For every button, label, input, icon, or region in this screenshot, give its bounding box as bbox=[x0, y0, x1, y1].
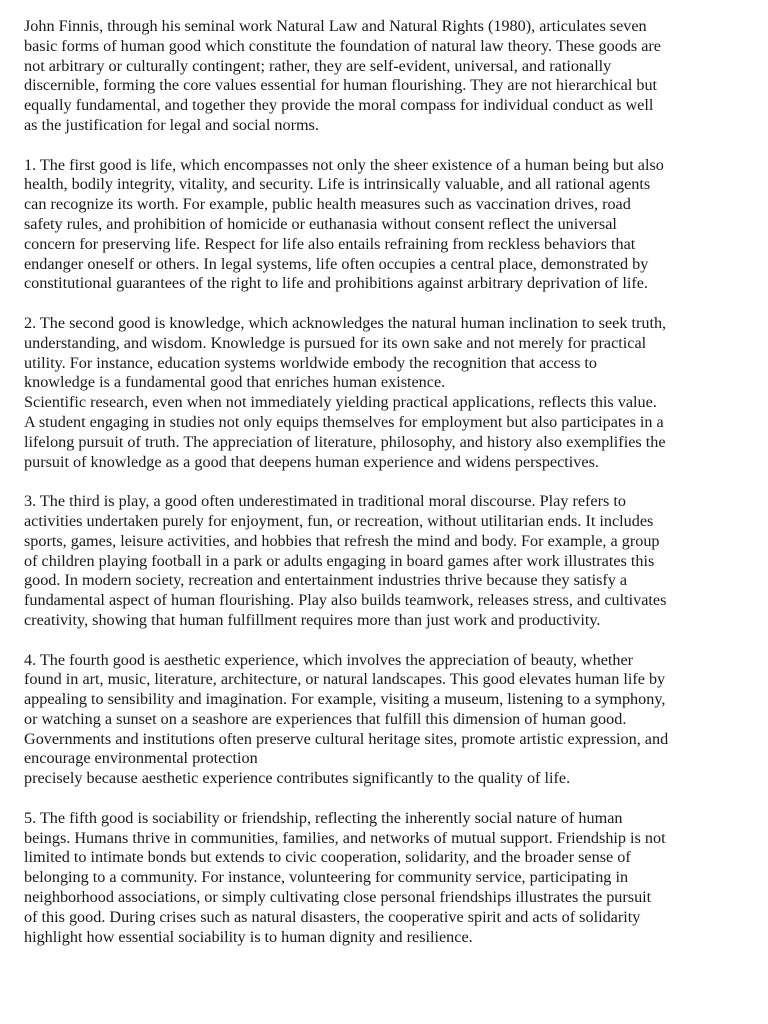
text-line: 4. The fourth good is aesthetic experience, which involves the appreciation of beauty, whether bbox=[24, 650, 634, 669]
paragraph-knowledge bbox=[24, 314, 754, 472]
text-line: 2. The second good is knowledge, which acknowledges the natural human inclination to seek truth, bbox=[24, 313, 667, 332]
text-line: or watching a sunset on a seashore are experiences that fulfill this dimension of human good. bbox=[24, 709, 627, 728]
text-line: lifelong pursuit of truth. The appreciation of literature, philosophy, and history also exemplifies the bbox=[24, 432, 666, 451]
text-line: 1. The first good is life, which encompasses not only the sheer existence of a human being but also bbox=[24, 155, 664, 174]
text-line: pursuit of knowledge as a good that deepens human experience and widens perspectives. bbox=[24, 452, 599, 471]
paragraph-play bbox=[24, 492, 754, 631]
text-line: as the justification for legal and social norms. bbox=[24, 115, 319, 134]
text-line: health, bodily integrity, vitality, and security. Life is intrinsically valuable, and all rational agents bbox=[24, 175, 651, 194]
paragraph-intro bbox=[24, 17, 754, 136]
text-line: of children playing football in a park or adults engaging in board games after work illustrates this bbox=[24, 551, 655, 570]
text-line: understanding, and wisdom. Knowledge is pursued for its own sake and not merely for practical bbox=[24, 333, 647, 352]
paragraph-sociability bbox=[24, 809, 754, 948]
text-line: fundamental aspect of human flourishing. Play also builds teamwork, releases stress, and cultivates bbox=[24, 591, 667, 610]
text-line: A student engaging in studies not only equips themselves for employment but also participates in a bbox=[24, 412, 664, 431]
text-line: highlight how essential sociability is to human dignity and resilience. bbox=[24, 927, 473, 946]
text-line: not arbitrary or culturally contingent; rather, they are self-evident, universal, and rationally bbox=[24, 56, 612, 75]
paragraph-life bbox=[24, 156, 754, 295]
text-line: can recognize its worth. For example, public health measures such as vaccination drives, road bbox=[24, 195, 631, 214]
text-line: activities undertaken purely for enjoyment, fun, or recreation, without utilitarian ends. It includes bbox=[24, 511, 654, 530]
text-line: beings. Humans thrive in communities, families, and networks of mutual support. Friendship is not bbox=[24, 828, 666, 847]
text-line: Scientific research, even when not immediately yielding practical applications, reflects this value. bbox=[24, 393, 657, 412]
paragraph-aesthetic bbox=[24, 651, 754, 790]
text-line: knowledge is a fundamental good that enriches human existence. bbox=[24, 373, 446, 392]
text-line: 3. The third is play, a good often underestimated in traditional moral discourse. Play refers to bbox=[24, 492, 626, 511]
text-line: of this good. During crises such as natural disasters, the cooperative spirit and acts of solidarity bbox=[24, 907, 641, 926]
text-line: sports, games, leisure activities, and hobbies that refresh the mind and body. For example, a group bbox=[24, 531, 660, 550]
text-line: appealing to sensibility and imagination. For example, visiting a museum, listening to a symphony, bbox=[24, 690, 666, 709]
text-line: basic forms of human good which constitute the foundation of natural law theory. These goods are bbox=[24, 36, 661, 55]
document-body bbox=[24, 17, 754, 967]
text-line: equally fundamental, and together they provide the moral compass for individual conduct as well bbox=[24, 96, 654, 115]
text-line: safety rules, and prohibition of homicide or euthanasia without consent reflect the universal bbox=[24, 214, 617, 233]
text-line: 5. The fifth good is sociability or friendship, reflecting the inherently social nature of human bbox=[24, 808, 623, 827]
text-line: utility. For instance, education systems worldwide embody the recognition that access to bbox=[24, 353, 598, 372]
text-line: encourage environmental protection bbox=[24, 749, 258, 768]
text-line: concern for preserving life. Respect for life also entails refraining from reckless behaviors that bbox=[24, 234, 636, 253]
text-line: creativity, showing that human fulfillment requires more than just work and productivity. bbox=[24, 610, 601, 629]
text-line: discernible, forming the core values essential for human flourishing. They are not hierarchical but bbox=[24, 76, 658, 95]
text-line: precisely because aesthetic experience contributes significantly to the quality of life. bbox=[24, 769, 571, 788]
text-line: belonging to a community. For instance, volunteering for community service, participating in bbox=[24, 868, 629, 887]
text-line: constitutional guarantees of the right to life and prohibitions against arbitrary deprivation of life. bbox=[24, 274, 648, 293]
text-line: John Finnis, through his seminal work Natural Law and Natural Rights (1980), articulates seven bbox=[24, 17, 647, 35]
text-line: Governments and institutions often preserve cultural heritage sites, promote artistic expression, and bbox=[24, 729, 669, 748]
text-line: endanger oneself or others. In legal systems, life often occupies a central place, demonstrated by bbox=[24, 254, 649, 273]
text-line: neighborhood associations, or simply cultivating close personal friendships illustrates the pursuit bbox=[24, 888, 652, 907]
text-line: found in art, music, literature, architecture, or natural landscapes. This good elevates human life by bbox=[24, 670, 666, 689]
text-line: limited to intimate bonds but extends to civic cooperation, solidarity, and the broader sense of bbox=[24, 848, 631, 867]
text-line: good. In modern society, recreation and entertainment industries thrive because they satisfy a bbox=[24, 571, 628, 590]
